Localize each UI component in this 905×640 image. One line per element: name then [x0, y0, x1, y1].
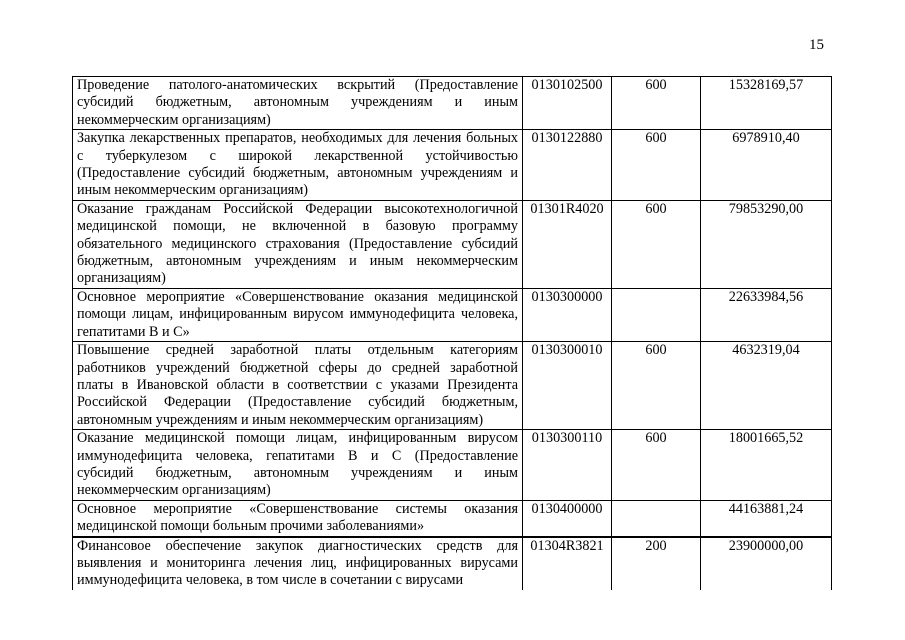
table-row	[73, 200, 832, 288]
row-expense-type: 600	[612, 130, 701, 201]
row-expense-type: 600	[612, 342, 701, 430]
row-amount: 18001665,52	[701, 430, 832, 501]
row-description: Закупка лекарственных препаратов, необходимых для лечения больных с туберкулезом с широкой лекарственной устойчивостью (Предоставление субсидий бюджетным, автономным учреждениям и иным некоммерческим организациям)	[73, 130, 523, 201]
row-expense-type: 600	[612, 77, 701, 130]
row-amount: 44163881,24	[701, 500, 832, 536]
table-row	[73, 430, 832, 501]
table-row	[73, 130, 832, 201]
budget-table	[72, 76, 832, 590]
row-expense-type: 600	[612, 430, 701, 501]
row-expense-type: 200	[612, 537, 701, 590]
row-amount: 15328169,57	[701, 77, 832, 130]
row-target-code: 0130102500	[523, 77, 612, 130]
row-amount: 79853290,00	[701, 200, 832, 288]
row-description: Финансовое обеспечение закупок диагностических средств для выявления и мониторинга лечения лиц, инфицированных вирусами иммунодефицита человека, в том числе в сочетании с вирусами	[73, 537, 523, 590]
row-amount: 6978910,40	[701, 130, 832, 201]
row-target-code: 0130300000	[523, 288, 612, 341]
row-expense-type	[612, 288, 701, 341]
page-number: 15	[809, 37, 824, 53]
row-expense-type: 600	[612, 200, 701, 288]
row-expense-type	[612, 500, 701, 536]
row-description: Основное мероприятие «Совершенствование системы оказания медицинской помощи больным прочими заболеваниями»	[73, 500, 523, 536]
row-target-code: 0130400000	[523, 500, 612, 536]
row-amount: 23900000,00	[701, 537, 832, 590]
table-row	[73, 500, 832, 536]
row-amount: 22633984,56	[701, 288, 832, 341]
row-description: Оказание медицинской помощи лицам, инфицированным вирусом иммунодефицита человека, гепатитами В и С (Предоставление субсидий бюджетным, автономным учреждениям и иным некоммерческим организациям)	[73, 430, 523, 501]
row-target-code: 01304R3821	[523, 537, 612, 590]
row-target-code: 01301R4020	[523, 200, 612, 288]
row-target-code: 0130300010	[523, 342, 612, 430]
row-description: Основное мероприятие «Совершенствование оказания медицинской помощи лицам, инфицированным вирусом иммунодефицита человека, гепатитами В и С»	[73, 288, 523, 341]
row-target-code: 0130300110	[523, 430, 612, 501]
table-row	[73, 537, 832, 590]
row-description: Повышение средней заработной платы отдельным категориям работников учреждений бюджетной сферы до средней заработной платы в Ивановской области в соответствии с указами Президента Российской Федерации (Предоставление субсидий бюджетным, автономным учреждениям и иным некоммерческим организациям)	[73, 342, 523, 430]
row-amount: 4632319,04	[701, 342, 832, 430]
table-row	[73, 288, 832, 341]
row-description: Проведение патолого-анатомических вскрытий (Предоставление субсидий бюджетным, автономным учреждениям и иным некоммерческим организациям)	[73, 77, 523, 130]
row-target-code: 0130122880	[523, 130, 612, 201]
table-row	[73, 77, 832, 130]
row-description: Оказание гражданам Российской Федерации высокотехнологичной медицинской помощи, не включенной в базовую программу обязательного медицинского страхования (Предоставление субсидий бюджетным, автономным учреждениям и иным некоммерческим организациям)	[73, 200, 523, 288]
table-row	[73, 342, 832, 430]
